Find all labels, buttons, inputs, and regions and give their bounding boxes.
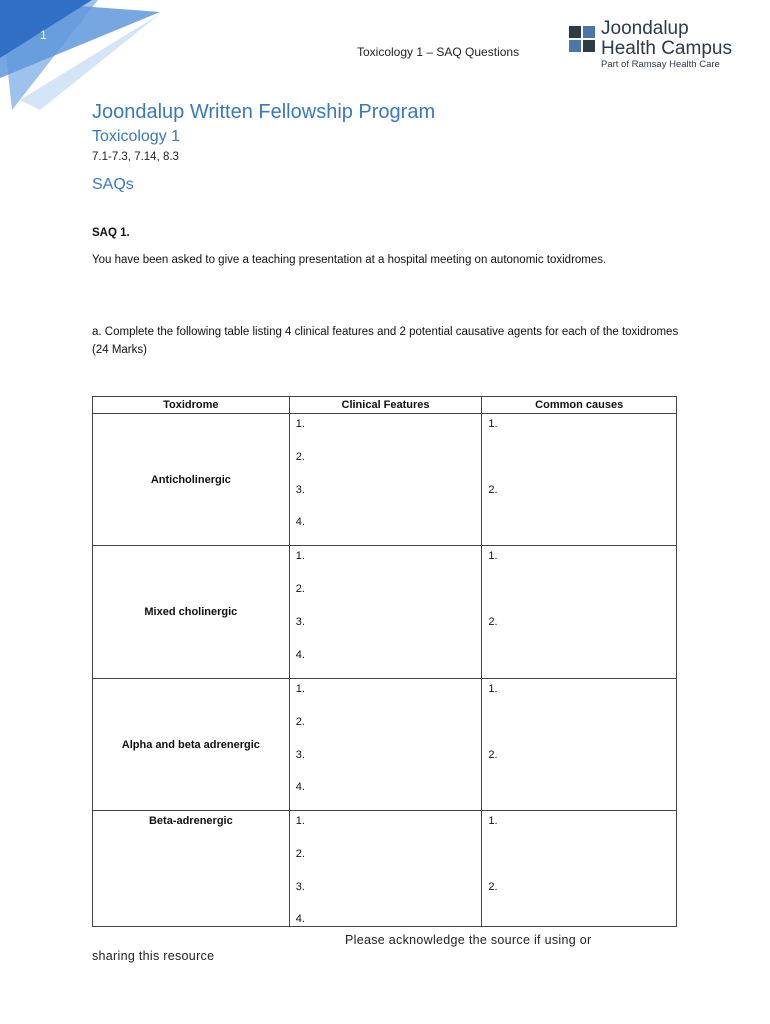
curriculum-reference: 7.1-7.3, 7.14, 8.3 [92,151,179,163]
document-subtitle: Toxicology 1 [92,128,181,145]
header-common-causes: Common causes [482,397,677,414]
table-row [93,546,677,679]
feature-item: 2. [295,716,305,728]
header-clinical-features: Clinical Features [289,397,482,414]
header-toxidrome: Toxidrome [93,397,290,414]
toxidrome-name: Mixed cholinergic [93,546,290,679]
feature-item: 4. [295,516,305,528]
page-number: 1 [40,28,47,42]
toxidrome-name: Alpha and beta adrenergic [93,679,290,811]
feature-item: 2. [295,848,305,860]
feature-item: 1. [295,550,305,562]
cause-item: 2. [488,881,498,893]
toxidrome-name: Beta-adrenergic [93,811,290,927]
feature-item: 3. [295,749,305,761]
section-heading: SAQs [92,176,134,193]
document-title: Joondalup Written Fellowship Program [92,101,436,123]
feature-item: 4. [295,913,305,925]
feature-item: 3. [295,881,305,893]
logo-mark-icon [569,26,595,52]
features-cell [289,679,482,811]
feature-item: 3. [295,484,305,496]
table-row [93,811,677,927]
causes-cell [482,811,677,927]
cause-item: 1. [488,550,498,562]
corner-decoration [0,0,170,115]
cause-item: 1. [488,815,498,827]
features-cell [289,811,482,927]
footer-acknowledgement-line1: Please acknowledge the source if using or [345,933,592,947]
feature-item: 1. [295,815,305,827]
footer-acknowledgement-line2: sharing this resource [92,949,215,963]
causes-cell [482,679,677,811]
question-label: SAQ 1. [92,227,130,239]
feature-item: 1. [295,418,305,430]
causes-cell [482,414,677,546]
toxidrome-name: Anticholinergic [93,414,290,546]
cause-item: 2. [488,749,498,761]
cause-item: 1. [488,683,498,695]
features-cell [289,414,482,546]
table-row [93,414,677,546]
question-intro: You have been asked to give a teaching presentation at a hospital meeting on autonomic toxidromes. [92,254,607,266]
cause-item: 2. [488,484,498,496]
header-title: Toxicology 1 – SAQ Questions [357,45,520,59]
logo-subtitle: Part of Ramsay Health Care [601,59,720,70]
feature-item: 1. [295,683,305,695]
question-part-a: a. Complete the following table listing 4 clinical features and 2 potential causative agents for each of the toxidromes (24 Marks) [92,326,679,356]
logo-text-line2: Health Campus [601,38,732,59]
table-header-row [93,397,677,414]
feature-item: 2. [295,451,305,463]
feature-item: 4. [295,649,305,661]
feature-item: 3. [295,616,305,628]
cause-item: 1. [488,418,498,430]
feature-item: 4. [295,781,305,793]
cause-item: 2. [488,616,498,628]
causes-cell [482,546,677,679]
table-row [93,679,677,811]
features-cell [289,546,482,679]
toxidrome-table [92,396,677,927]
feature-item: 2. [295,583,305,595]
logo-text-line1: Joondalup [601,18,689,39]
